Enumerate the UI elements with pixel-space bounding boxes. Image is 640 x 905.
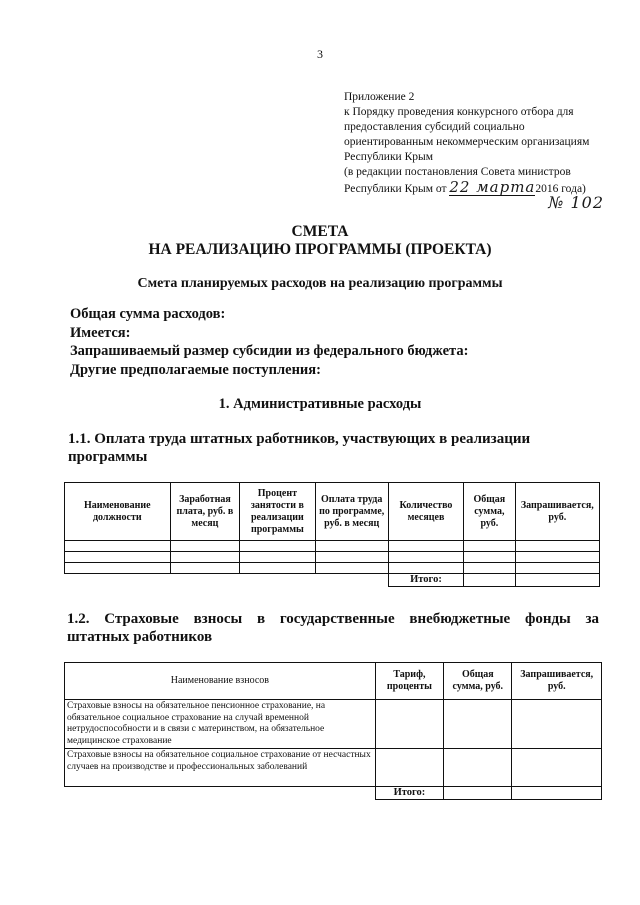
table-cell[interactable]: [240, 563, 315, 574]
table-cell[interactable]: [315, 541, 388, 552]
heading-1-2-line2: штатных работников: [67, 629, 213, 645]
col-header: Запрашивается, руб.: [512, 663, 602, 700]
table-total-row: [65, 574, 600, 587]
row-label: Страховые взносы на обязательное социальное страхование от несчастных случаев на производстве и профессиональных заболеваний: [65, 749, 376, 787]
appendix-line: ориентированным некоммерческим организациям: [344, 136, 590, 148]
page-number: 3: [317, 47, 323, 61]
appendix-line: Приложение 2: [344, 91, 415, 103]
table-cell[interactable]: [444, 749, 512, 787]
total-requested-cell[interactable]: [515, 574, 599, 587]
col-header: Количество месяцев: [388, 483, 463, 541]
appendix-block: [344, 90, 634, 213]
heading-word: за: [585, 611, 600, 627]
handwritten-date: 22 марта: [449, 178, 536, 196]
heading-word: 1.2.: [67, 611, 90, 627]
appendix-line: к Порядку проведения конкурсного отбора для: [344, 106, 574, 118]
empty-cell: [65, 787, 376, 800]
heading-word: в: [256, 611, 266, 627]
col-header: Общая сумма, руб.: [444, 663, 512, 700]
requested-subsidy-label: Запрашиваемый размер субсидии из федерального бюджета:: [70, 343, 469, 359]
table-row: [65, 552, 600, 563]
appendix-date-suffix: 2016 года): [535, 183, 586, 195]
table-cell[interactable]: [512, 700, 602, 749]
total-label: Итого:: [388, 574, 463, 587]
total-sum-cell[interactable]: [444, 787, 512, 800]
col-header: Запрашивается, руб.: [515, 483, 599, 541]
table-cell[interactable]: [388, 552, 463, 563]
table-row: [65, 700, 602, 749]
table-cell[interactable]: [512, 749, 602, 787]
heading-word: государственные: [279, 611, 395, 627]
table-cell[interactable]: [464, 563, 516, 574]
table-cell[interactable]: [315, 563, 388, 574]
table-cell[interactable]: [170, 552, 240, 563]
heading-1-1: [68, 430, 530, 466]
document-title: СМЕТА: [291, 223, 349, 240]
total-expenses-label: Общая сумма расходов:: [70, 306, 226, 322]
available-label: Имеется:: [70, 324, 131, 341]
col-header: Оплата труда по программе, руб. в месяц: [315, 483, 388, 541]
table-cell[interactable]: [515, 552, 599, 563]
table-cell[interactable]: [170, 541, 240, 552]
table-cell[interactable]: [65, 541, 171, 552]
table-cell[interactable]: [375, 749, 443, 787]
heading-1-2: [67, 610, 599, 646]
other-income-label: Другие предполагаемые поступления:: [70, 361, 321, 378]
col-header: Тариф, проценты: [375, 663, 443, 700]
heading-1-1-line2: программы: [68, 449, 148, 465]
section-1-heading: 1. Административные расходы: [218, 396, 422, 412]
col-header: Процент занятости в реализации программы: [240, 483, 315, 541]
table-row: [65, 749, 602, 787]
table-header-row: [65, 663, 602, 700]
heading-word: взносы: [193, 611, 243, 627]
heading-word: Страховые: [104, 611, 179, 627]
appendix-date-prefix: Республики Крым от: [344, 183, 447, 195]
table-cell[interactable]: [315, 552, 388, 563]
heading-1-2-line1: [67, 610, 599, 628]
table-cell[interactable]: [170, 563, 240, 574]
col-header: Наименование взносов: [65, 663, 376, 700]
heading-word: внебюджетные: [409, 611, 511, 627]
table-cell[interactable]: [388, 541, 463, 552]
table-cell[interactable]: [515, 541, 599, 552]
appendix-line: предоставления субсидий социально: [344, 121, 525, 133]
handwritten-number: № 102: [548, 193, 604, 212]
appendix-line: Республики Крым: [344, 151, 433, 163]
empty-cell: [65, 574, 389, 587]
total-requested-cell[interactable]: [512, 787, 602, 800]
insurance-table: [64, 662, 602, 800]
row-label: Страховые взносы на обязательное пенсионное страхование, на обязательное социальное страхование на случай временной нетрудоспособности и в связи с материнством, на обязательное медицинское страхование: [65, 700, 376, 749]
table-cell[interactable]: [240, 552, 315, 563]
heading-word: фонды: [524, 611, 571, 627]
col-header: Заработная плата, руб. в месяц: [170, 483, 240, 541]
table-cell[interactable]: [65, 552, 171, 563]
appendix-line: (в редакции постановления Совета министров: [344, 166, 571, 178]
totals-block: [70, 305, 468, 379]
table-cell[interactable]: [388, 563, 463, 574]
table-cell[interactable]: [375, 700, 443, 749]
salary-table: [64, 482, 600, 587]
table-header-row: [65, 483, 600, 541]
col-header: Общая сумма, руб.: [464, 483, 516, 541]
table-cell[interactable]: [464, 541, 516, 552]
heading-1-1-line1: 1.1. Оплата труда штатных работников, участвующих в реализации: [68, 431, 531, 447]
table-cell[interactable]: [65, 563, 171, 574]
col-header: Наименование должности: [65, 483, 171, 541]
total-label: Итого:: [375, 787, 443, 800]
table-total-row: [65, 787, 602, 800]
table-row: [65, 541, 600, 552]
table-row: [65, 563, 600, 574]
total-sum-cell[interactable]: [464, 574, 516, 587]
document-title-line2: НА РЕАЛИЗАЦИЮ ПРОГРАММЫ (ПРОЕКТА): [148, 241, 492, 258]
table-cell[interactable]: [444, 700, 512, 749]
document-subtitle: Смета планируемых расходов на реализацию программы: [137, 276, 503, 291]
table-cell[interactable]: [464, 552, 516, 563]
table-cell[interactable]: [240, 541, 315, 552]
table-cell[interactable]: [515, 563, 599, 574]
